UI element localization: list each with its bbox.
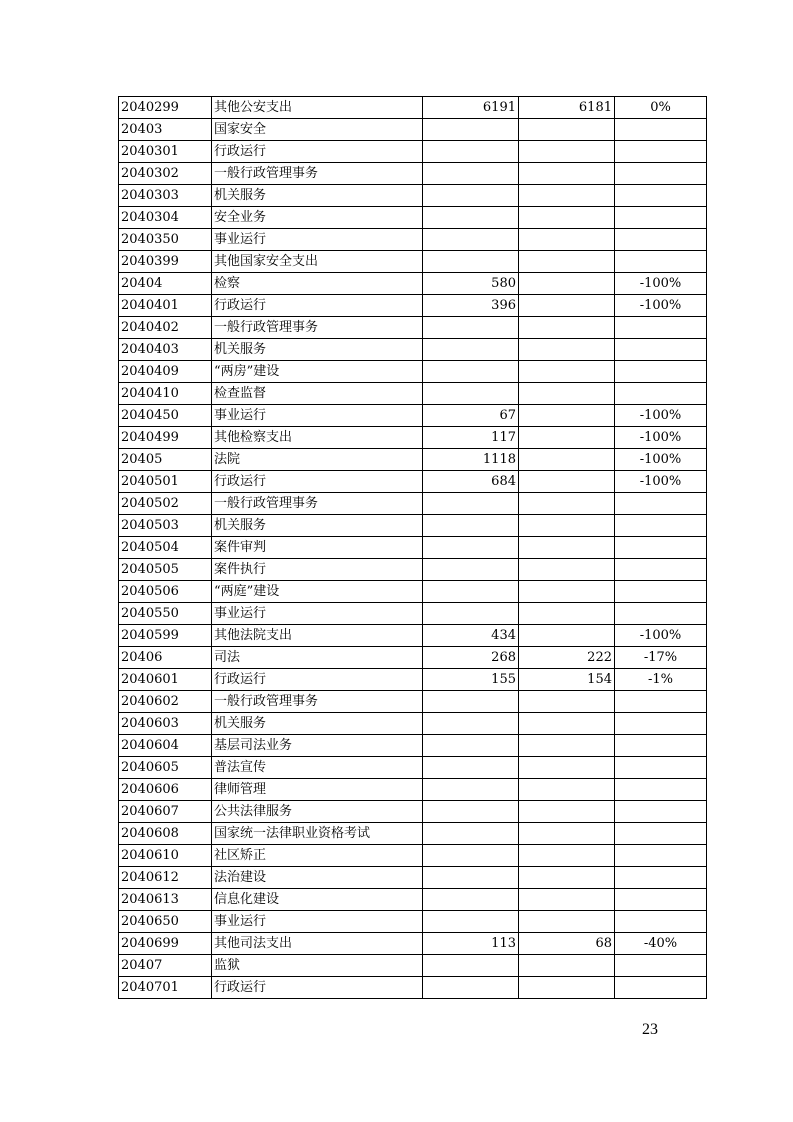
amount-cell-1: 6191 bbox=[423, 97, 519, 119]
amount-cell-2 bbox=[519, 691, 615, 713]
amount-cell-2 bbox=[519, 845, 615, 867]
subject-name-cell: 其他国家安全支出 bbox=[212, 251, 423, 273]
table-row bbox=[119, 405, 707, 427]
subject-code-cell: 2040602 bbox=[119, 691, 212, 713]
table-row bbox=[119, 493, 707, 515]
table-body bbox=[119, 97, 707, 999]
amount-cell-2 bbox=[519, 405, 615, 427]
table-row bbox=[119, 713, 707, 735]
amount-cell-1 bbox=[423, 229, 519, 251]
subject-code-cell: 2040603 bbox=[119, 713, 212, 735]
amount-cell-1 bbox=[423, 141, 519, 163]
subject-code-cell: 20406 bbox=[119, 647, 212, 669]
subject-code-cell: 2040610 bbox=[119, 845, 212, 867]
change-percent-cell: -100% bbox=[615, 449, 707, 471]
change-percent-cell bbox=[615, 911, 707, 933]
table-row bbox=[119, 317, 707, 339]
change-percent-cell: -40% bbox=[615, 933, 707, 955]
amount-cell-2 bbox=[519, 273, 615, 295]
change-percent-cell bbox=[615, 251, 707, 273]
amount-cell-2 bbox=[519, 889, 615, 911]
subject-code-cell: 2040410 bbox=[119, 383, 212, 405]
table-row bbox=[119, 669, 707, 691]
amount-cell-2 bbox=[519, 581, 615, 603]
budget-table bbox=[118, 96, 707, 999]
amount-cell-2 bbox=[519, 955, 615, 977]
change-percent-cell bbox=[615, 515, 707, 537]
subject-name-cell: 机关服务 bbox=[212, 713, 423, 735]
table-row bbox=[119, 537, 707, 559]
amount-cell-2 bbox=[519, 229, 615, 251]
amount-cell-2 bbox=[519, 163, 615, 185]
subject-name-cell: 事业运行 bbox=[212, 405, 423, 427]
amount-cell-1 bbox=[423, 581, 519, 603]
subject-code-cell: 2040503 bbox=[119, 515, 212, 537]
table-row bbox=[119, 273, 707, 295]
change-percent-cell bbox=[615, 801, 707, 823]
subject-code-cell: 2040450 bbox=[119, 405, 212, 427]
subject-code-cell: 2040606 bbox=[119, 779, 212, 801]
table-row bbox=[119, 735, 707, 757]
subject-code-cell: 2040699 bbox=[119, 933, 212, 955]
table-row bbox=[119, 119, 707, 141]
amount-cell-1 bbox=[423, 339, 519, 361]
table-row bbox=[119, 691, 707, 713]
amount-cell-2 bbox=[519, 867, 615, 889]
subject-code-cell: 20403 bbox=[119, 119, 212, 141]
amount-cell-1: 684 bbox=[423, 471, 519, 493]
subject-code-cell: 2040605 bbox=[119, 757, 212, 779]
change-percent-cell bbox=[615, 977, 707, 999]
table-row bbox=[119, 361, 707, 383]
table-row bbox=[119, 581, 707, 603]
subject-name-cell: 普法宣传 bbox=[212, 757, 423, 779]
subject-name-cell: 一般行政管理事务 bbox=[212, 163, 423, 185]
subject-code-cell: 2040650 bbox=[119, 911, 212, 933]
page-number: 23 bbox=[642, 1021, 658, 1038]
subject-name-cell: 事业运行 bbox=[212, 229, 423, 251]
amount-cell-1 bbox=[423, 515, 519, 537]
subject-code-cell: 2040604 bbox=[119, 735, 212, 757]
amount-cell-2 bbox=[519, 757, 615, 779]
change-percent-cell bbox=[615, 559, 707, 581]
amount-cell-1 bbox=[423, 691, 519, 713]
table-row bbox=[119, 955, 707, 977]
amount-cell-1: 434 bbox=[423, 625, 519, 647]
subject-code-cell: 20405 bbox=[119, 449, 212, 471]
change-percent-cell bbox=[615, 163, 707, 185]
change-percent-cell: -100% bbox=[615, 471, 707, 493]
subject-name-cell: 案件审判 bbox=[212, 537, 423, 559]
subject-name-cell: 监狱 bbox=[212, 955, 423, 977]
amount-cell-1: 155 bbox=[423, 669, 519, 691]
subject-code-cell: 2040409 bbox=[119, 361, 212, 383]
change-percent-cell bbox=[615, 185, 707, 207]
subject-code-cell: 2040350 bbox=[119, 229, 212, 251]
table-row bbox=[119, 141, 707, 163]
subject-name-cell: 司法 bbox=[212, 647, 423, 669]
amount-cell-1: 268 bbox=[423, 647, 519, 669]
table-row bbox=[119, 515, 707, 537]
subject-name-cell: 基层司法业务 bbox=[212, 735, 423, 757]
subject-code-cell: 2040403 bbox=[119, 339, 212, 361]
table-row bbox=[119, 471, 707, 493]
amount-cell-1 bbox=[423, 889, 519, 911]
subject-code-cell: 2040612 bbox=[119, 867, 212, 889]
subject-code-cell: 20404 bbox=[119, 273, 212, 295]
subject-code-cell: 2040401 bbox=[119, 295, 212, 317]
table-row bbox=[119, 625, 707, 647]
amount-cell-2: 222 bbox=[519, 647, 615, 669]
subject-code-cell: 2040302 bbox=[119, 163, 212, 185]
subject-code-cell: 2040607 bbox=[119, 801, 212, 823]
subject-code-cell: 20407 bbox=[119, 955, 212, 977]
table-row bbox=[119, 779, 707, 801]
amount-cell-2 bbox=[519, 713, 615, 735]
change-percent-cell: 0% bbox=[615, 97, 707, 119]
subject-name-cell: 事业运行 bbox=[212, 603, 423, 625]
subject-code-cell: 2040399 bbox=[119, 251, 212, 273]
subject-name-cell: “两庭”建设 bbox=[212, 581, 423, 603]
subject-name-cell: 一般行政管理事务 bbox=[212, 317, 423, 339]
subject-name-cell: 律师管理 bbox=[212, 779, 423, 801]
amount-cell-1: 1118 bbox=[423, 449, 519, 471]
amount-cell-1 bbox=[423, 801, 519, 823]
amount-cell-1 bbox=[423, 713, 519, 735]
amount-cell-2 bbox=[519, 625, 615, 647]
amount-cell-2 bbox=[519, 119, 615, 141]
table-row bbox=[119, 163, 707, 185]
amount-cell-1 bbox=[423, 361, 519, 383]
amount-cell-2 bbox=[519, 339, 615, 361]
amount-cell-1 bbox=[423, 559, 519, 581]
change-percent-cell bbox=[615, 845, 707, 867]
change-percent-cell: -1% bbox=[615, 669, 707, 691]
change-percent-cell bbox=[615, 207, 707, 229]
amount-cell-1 bbox=[423, 977, 519, 999]
amount-cell-1: 580 bbox=[423, 273, 519, 295]
table-row bbox=[119, 845, 707, 867]
subject-code-cell: 2040402 bbox=[119, 317, 212, 339]
change-percent-cell bbox=[615, 339, 707, 361]
amount-cell-2 bbox=[519, 603, 615, 625]
amount-cell-2 bbox=[519, 823, 615, 845]
subject-name-cell: 行政运行 bbox=[212, 977, 423, 999]
change-percent-cell bbox=[615, 735, 707, 757]
subject-name-cell: 法院 bbox=[212, 449, 423, 471]
amount-cell-2 bbox=[519, 977, 615, 999]
amount-cell-2 bbox=[519, 141, 615, 163]
change-percent-cell: -100% bbox=[615, 295, 707, 317]
amount-cell-1 bbox=[423, 207, 519, 229]
amount-cell-2 bbox=[519, 383, 615, 405]
change-percent-cell bbox=[615, 119, 707, 141]
subject-name-cell: 国家统一法律职业资格考试 bbox=[212, 823, 423, 845]
amount-cell-2 bbox=[519, 537, 615, 559]
table-row bbox=[119, 383, 707, 405]
change-percent-cell bbox=[615, 493, 707, 515]
amount-cell-2 bbox=[519, 735, 615, 757]
change-percent-cell bbox=[615, 229, 707, 251]
amount-cell-1 bbox=[423, 779, 519, 801]
table-row bbox=[119, 229, 707, 251]
subject-name-cell: 事业运行 bbox=[212, 911, 423, 933]
subject-code-cell: 2040506 bbox=[119, 581, 212, 603]
change-percent-cell bbox=[615, 603, 707, 625]
amount-cell-2 bbox=[519, 471, 615, 493]
subject-code-cell: 2040505 bbox=[119, 559, 212, 581]
subject-name-cell: 安全业务 bbox=[212, 207, 423, 229]
change-percent-cell bbox=[615, 383, 707, 405]
subject-name-cell: 信息化建设 bbox=[212, 889, 423, 911]
subject-name-cell: 机关服务 bbox=[212, 515, 423, 537]
table-row bbox=[119, 559, 707, 581]
table-row bbox=[119, 339, 707, 361]
change-percent-cell bbox=[615, 581, 707, 603]
change-percent-cell bbox=[615, 691, 707, 713]
subject-name-cell: 检查监督 bbox=[212, 383, 423, 405]
subject-code-cell: 2040599 bbox=[119, 625, 212, 647]
change-percent-cell bbox=[615, 889, 707, 911]
amount-cell-1: 113 bbox=[423, 933, 519, 955]
subject-name-cell: 行政运行 bbox=[212, 141, 423, 163]
amount-cell-1: 396 bbox=[423, 295, 519, 317]
table-row bbox=[119, 97, 707, 119]
change-percent-cell: -100% bbox=[615, 273, 707, 295]
table-row bbox=[119, 207, 707, 229]
subject-code-cell: 2040303 bbox=[119, 185, 212, 207]
subject-name-cell: 检察 bbox=[212, 273, 423, 295]
subject-code-cell: 2040499 bbox=[119, 427, 212, 449]
amount-cell-1 bbox=[423, 537, 519, 559]
amount-cell-2 bbox=[519, 493, 615, 515]
change-percent-cell bbox=[615, 361, 707, 383]
table-row bbox=[119, 647, 707, 669]
subject-name-cell: 其他司法支出 bbox=[212, 933, 423, 955]
table-row bbox=[119, 977, 707, 999]
subject-code-cell: 2040550 bbox=[119, 603, 212, 625]
change-percent-cell bbox=[615, 713, 707, 735]
subject-code-cell: 2040504 bbox=[119, 537, 212, 559]
amount-cell-2: 6181 bbox=[519, 97, 615, 119]
change-percent-cell bbox=[615, 867, 707, 889]
change-percent-cell: -100% bbox=[615, 427, 707, 449]
subject-code-cell: 2040613 bbox=[119, 889, 212, 911]
subject-name-cell: 国家安全 bbox=[212, 119, 423, 141]
change-percent-cell bbox=[615, 537, 707, 559]
amount-cell-1 bbox=[423, 955, 519, 977]
amount-cell-2 bbox=[519, 251, 615, 273]
amount-cell-1 bbox=[423, 119, 519, 141]
subject-name-cell: 其他检察支出 bbox=[212, 427, 423, 449]
amount-cell-1 bbox=[423, 757, 519, 779]
subject-code-cell: 2040299 bbox=[119, 97, 212, 119]
table-row bbox=[119, 801, 707, 823]
amount-cell-2 bbox=[519, 911, 615, 933]
change-percent-cell: -100% bbox=[615, 625, 707, 647]
change-percent-cell bbox=[615, 823, 707, 845]
amount-cell-2 bbox=[519, 559, 615, 581]
subject-name-cell: 行政运行 bbox=[212, 295, 423, 317]
subject-name-cell: 其他公安支出 bbox=[212, 97, 423, 119]
table-row bbox=[119, 449, 707, 471]
subject-name-cell: “两房”建设 bbox=[212, 361, 423, 383]
subject-name-cell: 法治建设 bbox=[212, 867, 423, 889]
subject-code-cell: 2040502 bbox=[119, 493, 212, 515]
change-percent-cell bbox=[615, 141, 707, 163]
amount-cell-1 bbox=[423, 251, 519, 273]
change-percent-cell bbox=[615, 317, 707, 339]
amount-cell-1 bbox=[423, 735, 519, 757]
subject-code-cell: 2040608 bbox=[119, 823, 212, 845]
subject-code-cell: 2040701 bbox=[119, 977, 212, 999]
amount-cell-2 bbox=[519, 317, 615, 339]
table-row bbox=[119, 757, 707, 779]
table-row bbox=[119, 911, 707, 933]
subject-code-cell: 2040304 bbox=[119, 207, 212, 229]
table-row bbox=[119, 295, 707, 317]
amount-cell-2 bbox=[519, 427, 615, 449]
subject-name-cell: 机关服务 bbox=[212, 185, 423, 207]
amount-cell-2 bbox=[519, 779, 615, 801]
table-row bbox=[119, 867, 707, 889]
table-row bbox=[119, 889, 707, 911]
subject-name-cell: 机关服务 bbox=[212, 339, 423, 361]
table-row bbox=[119, 603, 707, 625]
change-percent-cell: -100% bbox=[615, 405, 707, 427]
table-row bbox=[119, 185, 707, 207]
amount-cell-1 bbox=[423, 845, 519, 867]
subject-name-cell: 其他法院支出 bbox=[212, 625, 423, 647]
subject-name-cell: 案件执行 bbox=[212, 559, 423, 581]
amount-cell-2 bbox=[519, 207, 615, 229]
amount-cell-1 bbox=[423, 493, 519, 515]
change-percent-cell bbox=[615, 779, 707, 801]
amount-cell-1 bbox=[423, 317, 519, 339]
amount-cell-2 bbox=[519, 449, 615, 471]
amount-cell-2: 68 bbox=[519, 933, 615, 955]
amount-cell-2 bbox=[519, 361, 615, 383]
change-percent-cell: -17% bbox=[615, 647, 707, 669]
table-row bbox=[119, 933, 707, 955]
amount-cell-1 bbox=[423, 867, 519, 889]
subject-name-cell: 一般行政管理事务 bbox=[212, 691, 423, 713]
amount-cell-2 bbox=[519, 515, 615, 537]
table-row bbox=[119, 251, 707, 273]
amount-cell-2: 154 bbox=[519, 669, 615, 691]
amount-cell-1: 117 bbox=[423, 427, 519, 449]
subject-name-cell: 一般行政管理事务 bbox=[212, 493, 423, 515]
amount-cell-1 bbox=[423, 603, 519, 625]
amount-cell-2 bbox=[519, 185, 615, 207]
table-row bbox=[119, 427, 707, 449]
amount-cell-1 bbox=[423, 911, 519, 933]
change-percent-cell bbox=[615, 955, 707, 977]
change-percent-cell bbox=[615, 757, 707, 779]
subject-code-cell: 2040301 bbox=[119, 141, 212, 163]
amount-cell-2 bbox=[519, 295, 615, 317]
amount-cell-1 bbox=[423, 383, 519, 405]
amount-cell-1 bbox=[423, 185, 519, 207]
subject-name-cell: 公共法律服务 bbox=[212, 801, 423, 823]
amount-cell-2 bbox=[519, 801, 615, 823]
subject-name-cell: 社区矫正 bbox=[212, 845, 423, 867]
amount-cell-1 bbox=[423, 163, 519, 185]
subject-code-cell: 2040601 bbox=[119, 669, 212, 691]
subject-name-cell: 行政运行 bbox=[212, 669, 423, 691]
amount-cell-1 bbox=[423, 823, 519, 845]
subject-name-cell: 行政运行 bbox=[212, 471, 423, 493]
amount-cell-1: 67 bbox=[423, 405, 519, 427]
table-row bbox=[119, 823, 707, 845]
subject-code-cell: 2040501 bbox=[119, 471, 212, 493]
